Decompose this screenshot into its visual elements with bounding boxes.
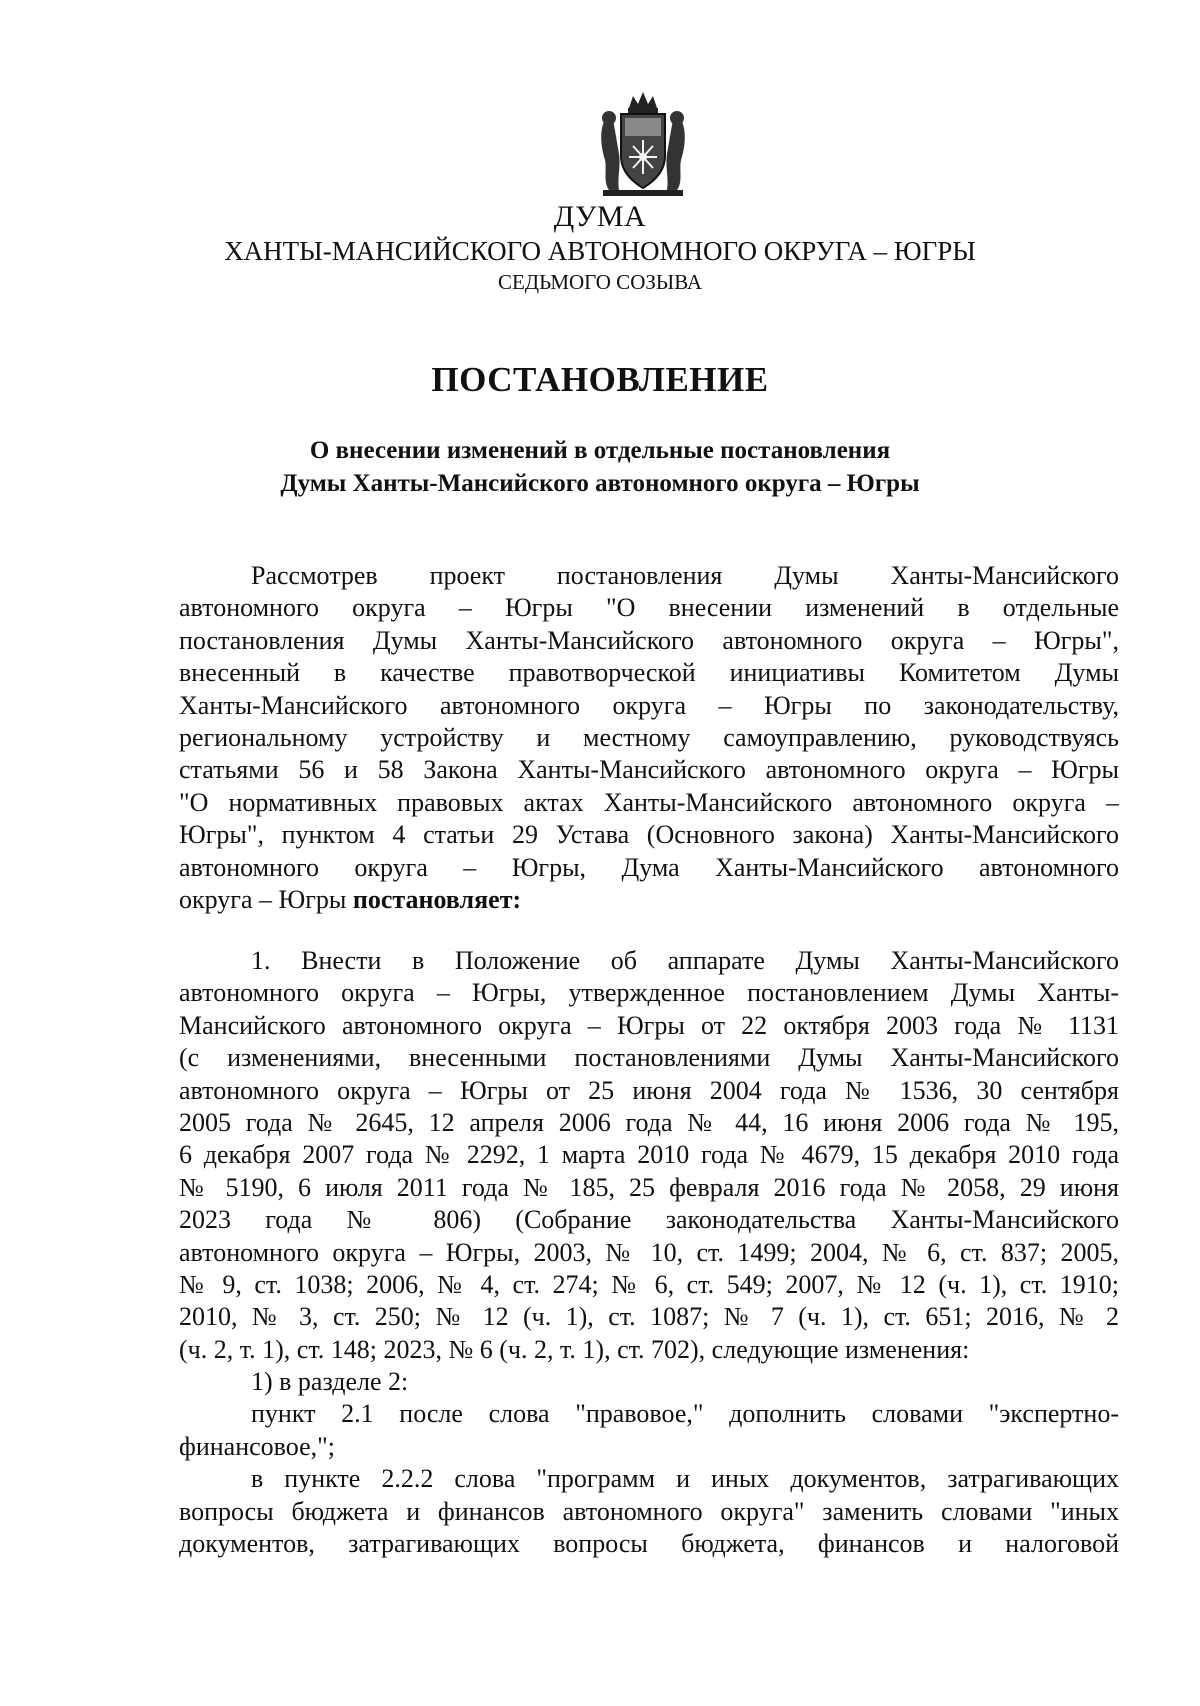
text-line: документов, затрагивающих вопросы бюджета, финансов и налоговой bbox=[179, 1529, 1119, 1559]
document-type: ПОСТАНОВЛЕНИЕ bbox=[431, 360, 769, 399]
text-line: (с изменениями, внесенными постановлениями Думы Ханты-Мансийского bbox=[179, 1043, 1119, 1073]
text-line: № 9, ст. 1038; 2006, № 4, ст. 274; № 6, ст. 549; 2007, № 12 (ч. 1), ст. 1910; bbox=[179, 1269, 1119, 1299]
preamble-tail: округа – Югры bbox=[179, 884, 353, 914]
resolution-keyword: постановляет: bbox=[352, 884, 522, 914]
text-line: 6 декабря 2007 года № 2292, 1 марта 2010 года № 4679, 15 декабря 2010 года bbox=[179, 1140, 1119, 1170]
org-region: ХАНТЫ-МАНСИЙСКОГО АВТОНОМНОГО ОКРУГА – ЮГРЫ bbox=[224, 236, 976, 266]
text-line bbox=[179, 884, 1119, 916]
text-line: Мансийского автономного округа – Югры от 22 октября 2003 года № 1131 bbox=[179, 1010, 1119, 1040]
org-name: ДУМА bbox=[553, 200, 647, 233]
text-line: автономного округа – Югры, утвержденное постановлением Думы Ханты- bbox=[179, 978, 1119, 1008]
subitem-heading: 1) в разделе 2: bbox=[251, 1367, 409, 1397]
coat-of-arms-icon bbox=[595, 90, 691, 202]
text-line: автономного округа – Югры "О внесении изменений в отдельные bbox=[179, 593, 1119, 623]
text-line: постановления Думы Ханты-Мансийского автономного округа – Югры", bbox=[179, 625, 1119, 655]
text-line: вопросы бюджета и финансов автономного округа" заменить словами "иных bbox=[179, 1496, 1119, 1526]
text-line: статьями 56 и 58 Закона Ханты-Мансийского автономного округа – Югры bbox=[179, 755, 1119, 785]
text-line: региональному устройству и местному самоуправлению, руководствуясь bbox=[179, 722, 1119, 752]
text-line: 2010, № 3, ст. 250; № 12 (ч. 1), ст. 1087; № 7 (ч. 1), ст. 651; 2016, № 2 bbox=[179, 1302, 1119, 1332]
preamble-paragraph bbox=[179, 560, 1119, 916]
text-line: автономного округа – Югры, 2003, № 10, ст. 1499; 2004, № 6, ст. 837; 2005, bbox=[179, 1237, 1119, 1267]
convocation: СЕДЬМОГО СОЗЫВА bbox=[497, 270, 703, 294]
text-line: № 5190, 6 июля 2011 года № 185, 25 февраля 2016 года № 2058, 29 июня bbox=[179, 1172, 1119, 1202]
text-line: "О нормативных правовых актах Ханты-Мансийского автономного округа – bbox=[179, 787, 1119, 817]
document-title-line: Думы Ханты-Мансийского автономного округа – Югры bbox=[280, 470, 920, 497]
text-line: пункт 2.1 после слова "правовое," дополнить словами "экспертно- bbox=[251, 1399, 1119, 1429]
text-line: (ч. 2, т. 1), ст. 148; 2023, № 6 (ч. 2, т. 1), ст. 702), следующие изменения: bbox=[179, 1334, 970, 1364]
text-line: 1. Внести в Положение об аппарате Думы Ханты-Мансийского bbox=[251, 946, 1119, 975]
text-line: в пункте 2.2.2 слова "программ и иных документов, затрагивающих bbox=[251, 1464, 1119, 1494]
item-1-paragraph bbox=[179, 945, 1119, 1560]
text-line: Рассмотрев проект постановления Думы Ханты-Мансийского bbox=[251, 561, 1119, 590]
document-title bbox=[0, 434, 1200, 500]
text-line: Ханты-Мансийского автономного округа – Югры по законодательству, bbox=[179, 690, 1119, 720]
text-line: 2005 года № 2645, 12 апреля 2006 года № 44, 16 июня 2006 года № 195, bbox=[179, 1107, 1119, 1137]
text-line: 2023 года № 806) (Собрание законодательства Ханты-Мансийского bbox=[179, 1205, 1119, 1235]
text-line: автономного округа – Югры от 25 июня 2004 года № 1536, 30 сентября bbox=[179, 1075, 1119, 1105]
text-line: внесенный в качестве правотворческой инициативы Комитетом Думы bbox=[179, 658, 1119, 688]
text-line: Югры", пунктом 4 статьи 29 Устава (Основного закона) Ханты-Мансийского bbox=[179, 820, 1119, 850]
text-line: финансовое,"; bbox=[179, 1431, 335, 1461]
text-line: автономного округа – Югры, Дума Ханты-Мансийского автономного bbox=[179, 852, 1119, 882]
document-title-line: О внесении изменений в отдельные постановления bbox=[309, 437, 891, 464]
